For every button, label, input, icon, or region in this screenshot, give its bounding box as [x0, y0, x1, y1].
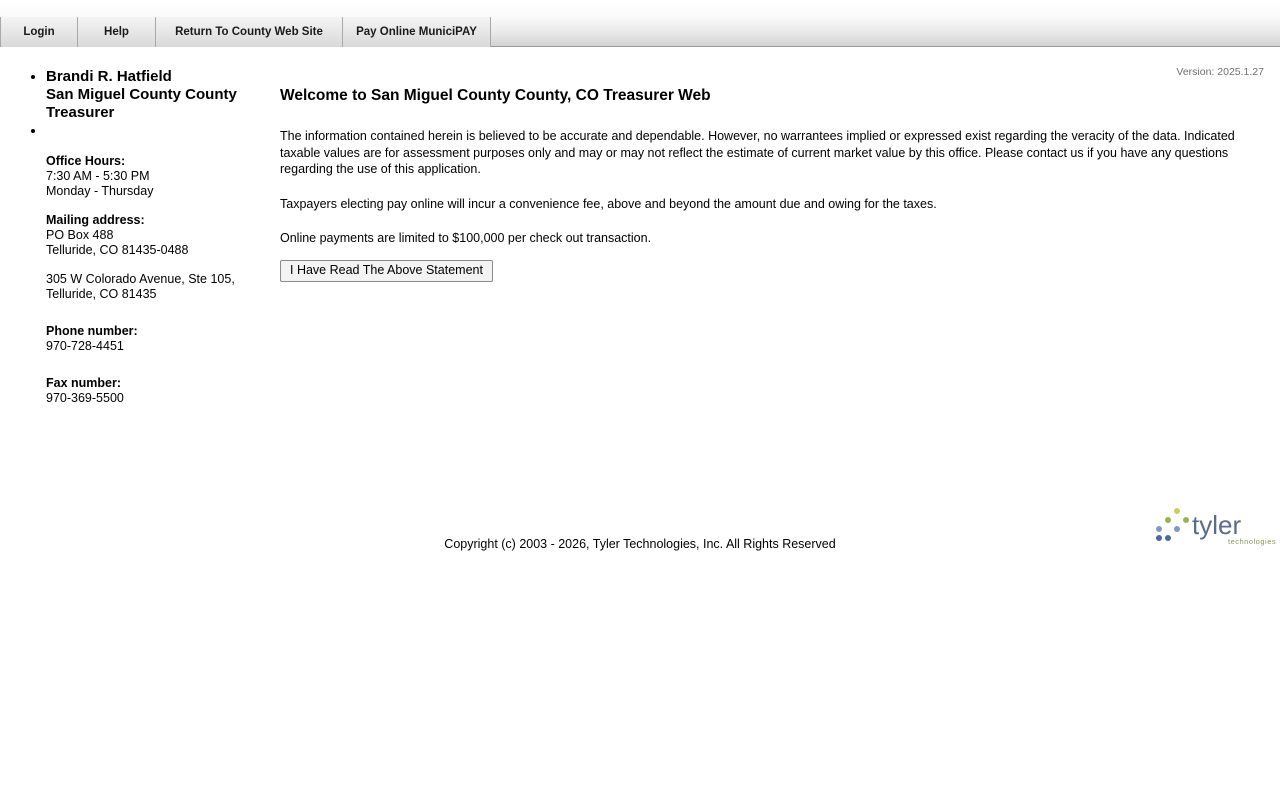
fax-number-block: [46, 376, 272, 406]
logo-dot-icon: [1174, 508, 1180, 514]
nav-menu: [0, 17, 491, 47]
tyler-subwordmark: technologies: [1228, 537, 1277, 546]
phone-number-value: 970-728-4451: [46, 339, 124, 353]
office-hours-line2: Monday - Thursday: [46, 184, 154, 198]
tyler-technologies-logo: [1154, 508, 1277, 550]
top-navigation-bar: [0, 0, 1280, 47]
officer-name-line1: • Brandi R. Hatfield: [46, 68, 172, 85]
sidebar-list: [24, 68, 272, 150]
logo-dot-icon: [1174, 526, 1180, 532]
office-hours-line1: 7:30 AM - 5:30 PM: [46, 169, 150, 183]
office-hours-title: Office Hours:: [46, 154, 126, 168]
logo-dot-icon: [1183, 517, 1189, 523]
sidebar-item-contact: [46, 122, 272, 150]
main-content: [280, 86, 1265, 282]
nav-login-label: Login: [23, 26, 55, 38]
sidebar: [24, 62, 272, 420]
street-address-block: [46, 272, 272, 302]
tyler-wordmark: tyler: [1192, 510, 1242, 540]
office-hours-block: [46, 154, 272, 199]
logo-dot-icon: [1156, 535, 1162, 541]
sidebar-contact-details: [24, 154, 272, 406]
nav-help-label: Help: [104, 26, 129, 38]
fax-number-title: Fax number:: [46, 376, 122, 390]
page-title: Welcome to San Miguel County County, CO Treasurer Web: [280, 87, 711, 104]
disclaimer-paragraph: The information contained herein is believed to be accurate and dependable. However, no warrantees implied or expressed exist regarding the veracity of the data. Indicated taxable values are for assessment purposes only and may or may not reflect the estimate of current market value by this office. Please contact us if you have any questions regarding the use of this application.: [280, 129, 1235, 176]
acknowledge-statement-button[interactable]: I Have Read The Above Statement: [280, 260, 493, 282]
mailing-address-line1: PO Box 488: [46, 228, 114, 242]
convenience-fee-paragraph: Taxpayers electing pay online will incur a convenience fee, above and beyond the amount due and owing for the taxes.: [280, 196, 937, 211]
mailing-address-title: Mailing address:: [46, 213, 145, 227]
nav-login[interactable]: [0, 17, 78, 47]
phone-number-title: Phone number:: [46, 324, 138, 338]
street-address-line1: 305 W Colorado Avenue, Ste 105,: [46, 272, 235, 286]
officer-name-line3: Treasurer: [46, 104, 115, 121]
nav-pay-label: Pay Online MuniciPAY: [356, 26, 477, 38]
sidebar-item-officer: [46, 68, 272, 122]
logo-dot-icon: [1165, 517, 1171, 523]
nav-help[interactable]: [78, 17, 156, 47]
copyright-text: Copyright (c) 2003 - 2026, Tyler Technologies, Inc. All Rights Reserved: [444, 537, 836, 551]
mailing-address-block: [46, 213, 272, 258]
payment-limit-paragraph: Online payments are limited to $100,000 per check out transaction.: [280, 231, 652, 245]
nav-return-label: Return To County Web Site: [175, 26, 323, 38]
version-label: Version: 2025.1.27: [1176, 66, 1264, 78]
mailing-address-line2: Telluride, CO 81435-0488: [46, 243, 189, 257]
officer-name-line2: San Miguel County County: [46, 86, 237, 103]
phone-number-block: [46, 324, 272, 354]
logo-dot-icon: [1156, 526, 1162, 532]
fax-number-value: 970-369-5500: [46, 391, 124, 405]
nav-pay-online-municipay[interactable]: [343, 17, 491, 47]
street-address-line2: Telluride, CO 81435: [46, 287, 157, 301]
nav-return-to-county-web-site[interactable]: [156, 17, 343, 47]
logo-dot-icon: [1165, 535, 1171, 541]
